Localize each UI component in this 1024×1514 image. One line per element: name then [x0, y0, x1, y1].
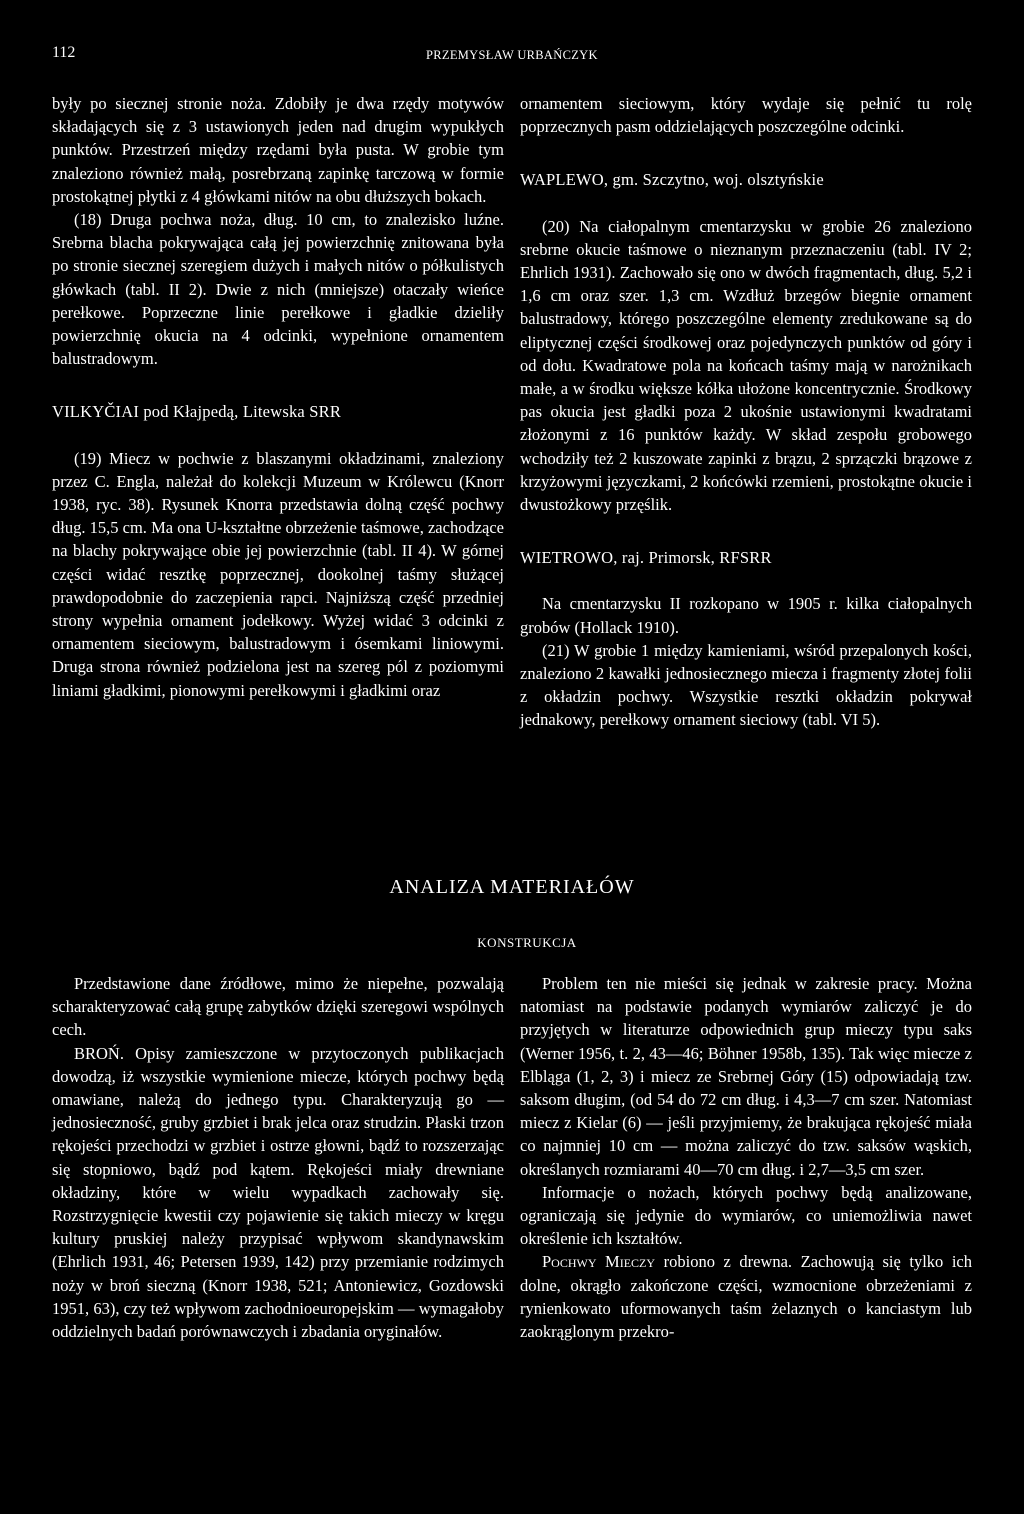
bron-text: Opisy zamieszczone w przytoczonych publikacjach dowodzą, iż wszystkie wymienione miecze, których pochwy będą omawiane, należą do jednego typu. Charakteryzują go — jednosieczność, gruby grzbiet i brak jelca oraz strudzin. Płaski trzon rękojeści przechodzi w grzbiet i ostrze głowni, bądź to rozszerzając się stopniowo, bądź pod kątem. Rękojeści miały drewniane okładziny, które w wielu wypadkach zachowały się. Rozstrzygnięcie kwestii czy pojawienie się takich mieczy w kręgu kultury pruskiej należy przypisać wpływom skandynawskim (Ehrlich 1931, 46; Petersen 1939, 142) przy przemianie rodzimych noży w broń sieczną (Knorr 1938, 521; Antoniewicz, Gozdowski 1951, 63), czy też wpływom zachodnioeuropejskim — wymagałoby oddzielnych badań porównawczych i zbadania oryginałów. — [52, 1043, 504, 1342]
paragraph-cont-right: ornamentem sieciowym, który wydaje się pełnić tu rolę poprzecznych pasm oddzielających poszczególne odcinki. — [520, 94, 972, 137]
bottom-left-column — [52, 972, 504, 1343]
heading-sub: KONSTRUKCJA — [477, 935, 577, 950]
paragraph-19: (19) Miecz w pochwie z blaszanymi okładzinami, znaleziony przez C. Engla, należał do kolekcji Muzeum w Królewcu (Knorr 1938, ryc. 38). Rysunek Knorra przedstawia dolną część pochwy dług. 15,5 cm. Ma ona U-kształtne obrzeżenie taśmowe, zachodzące na blachy pokrywające obie jej powierzchnie (tabl. II 4). W górnej części widać resztkę poprzecznej, dookolnej taśmy służącej prawdopodobnie do zaczepienia rapci. Najniższą część przedniej strony wypełnia ornament jodełkowy. Wyżej widać 3 odcinki z ornamentem sieciowym, balustradowym i ósemkami liniowymi. Druga strona również podzielona jest na szereg pól z poziomymi liniami gładkimi, pionowymi perełkowymi i gładkimi oraz — [52, 448, 504, 700]
top-left-column — [52, 92, 504, 702]
paragraph-bron — [52, 1042, 504, 1344]
paragraph-informacje: Informacje o nożach, których pochwy będą analizowane, ograniczają się jedynie do wymiarów, co uniemożliwia nawet określenie ich kształtów. — [520, 1182, 972, 1249]
heading-main: ANALIZA MATERIAŁÓW — [389, 876, 635, 898]
paragraph-pochwy — [520, 1250, 972, 1343]
paragraph-20: (20) Na ciałopalnym cmentarzysku w grobie 26 znaleziono srebrne okucie taśmowe o nieznanym przeznaczeniu (tabl. IV 2; Ehrlich 1931). Zachowało się ono w dwóch fragmentach, dług. 5,2 i 1,6 cm oraz szer. 1,3 cm. Wzdłuż brzegów biegnie ornament balustradowy, którego poszczególne elementy zredukowane są do eliptycznej części środkowej oraz pojedynczych punktów od góry i od dołu. Kwadratowe pola na końcach taśmy mają w narożnikach małe, a w środku większe kółka ułożone koncentrycznie. Środkowy pas okucia jest gładki poza 2 ukośnie ustawionymi kwadratami złożonymi z 16 punktów każdy. W skład zespołu grobowego wchodziły też 2 kuszowate zapinki z brązu, 2 sprzączki brązowe z krzyżowymi języczkami, 2 końcówki rzemieni, prostokątne okucie i dwustożkowy przęślik. — [520, 216, 972, 515]
paragraph-wietrowo: Na cmentarzysku II rozkopano w 1905 r. kilka ciałopalnych grobów (Hollack 1910). — [520, 594, 972, 637]
paragraph-cont: były po siecznej stronie noża. Zdobiły je dwa rzędy motywów składających się z 3 ustawionych jeden nad drugim wypukłych punktów. Przestrzeń między rzędami była pusta. W grobie tym znaleziono również małą, posrebrzaną zapinkę tarczową w formie prostokątnej płytki z 4 główkami nitów na obu dłuższych bokach. — [52, 94, 504, 206]
section-heading-waplewo: WAPLEWO, gm. Szczytno, woj. olsztyńskie — [520, 170, 824, 190]
running-head: PRZEMYSŁAW URBAŃCZYK — [426, 48, 598, 62]
paragraph-intro: Przedstawione dane źródłowe, mimo że niepełne, pozwalają scharakteryzować całą grupę zabytków dzięki szeregowi wspólnych cech. — [52, 974, 504, 1040]
page-number: 112 — [52, 44, 76, 61]
paragraph-problem: Problem ten nie mieści się jednak w zakresie pracy. Można natomiast na podstawie podanych wymiarów zaliczyć je do przyjętych w literaturze odpowiednich grup mieczy typu saks (Werner 1956, t. 2, 43—46; Böhner 1958b, 135). Tak więc miecze z Elbląga (1, 2, 3) i miecz ze Srebrnej Góry (15) odpowiadają tzw. saksom długim, (od 54 do 72 cm dług. i 4,3—7 cm szer. Natomiast miecz z Kielar (6) — jeśli przyjmiemy, że brakująca rękojeść miała co najmniej 10 cm — można zaliczyć do tzw. saksów wąskich, określanych rozmiarami 40—70 cm dług. i 2,7—3,5 cm szer. — [520, 974, 972, 1179]
top-right-column — [520, 92, 972, 732]
bron-label: BROŃ. — [74, 1043, 124, 1063]
paragraph-18: (18) Druga pochwa noża, dług. 10 cm, to znalezisko luźne. Srebrna blacha pokrywająca całą jej powierzchnię znitowana była po stronie siecznej szeregiem dużych i małych nitów o półkulistych główkach (tabl. II 2). Dwie z nich (mniejsze) otaczały wieńce perełkowe. Poprzeczne linie perełkowe i gładkie dzieliły powierzchnię okucia na 4 odcinki, wypełnione ornamentem balustradowym. — [52, 210, 504, 369]
pochwy-text: robiono z drewna. Zachowują się tylko ich dolne, okrągło zakończone części, wzmocnione obrzeżeniami z rynienkowato uformowanych taśm żelaznych o kanciastym lub zaokrąglonym przekro- — [520, 1252, 972, 1342]
bottom-right-column — [520, 972, 972, 1343]
paragraph-21: (21) W grobie 1 między kamieniami, wśród przepalonych kości, znaleziono 2 kawałki jednosiecznego miecza i fragmenty złotej folii z okładzin pochwy. Wszystkie resztki okładzin pokrywał jednakowy, perełkowy ornament sieciowy (tabl. VI 5). — [520, 640, 972, 730]
pochwy-label: Pochwy Mieczy — [542, 1252, 656, 1272]
section-heading-vilkyciai: VILKYČIAI pod Kłajpedą, Litewska SRR — [52, 402, 342, 422]
section-heading-wietrowo: WIETROWO, raj. Primorsk, RFSRR — [520, 548, 772, 568]
